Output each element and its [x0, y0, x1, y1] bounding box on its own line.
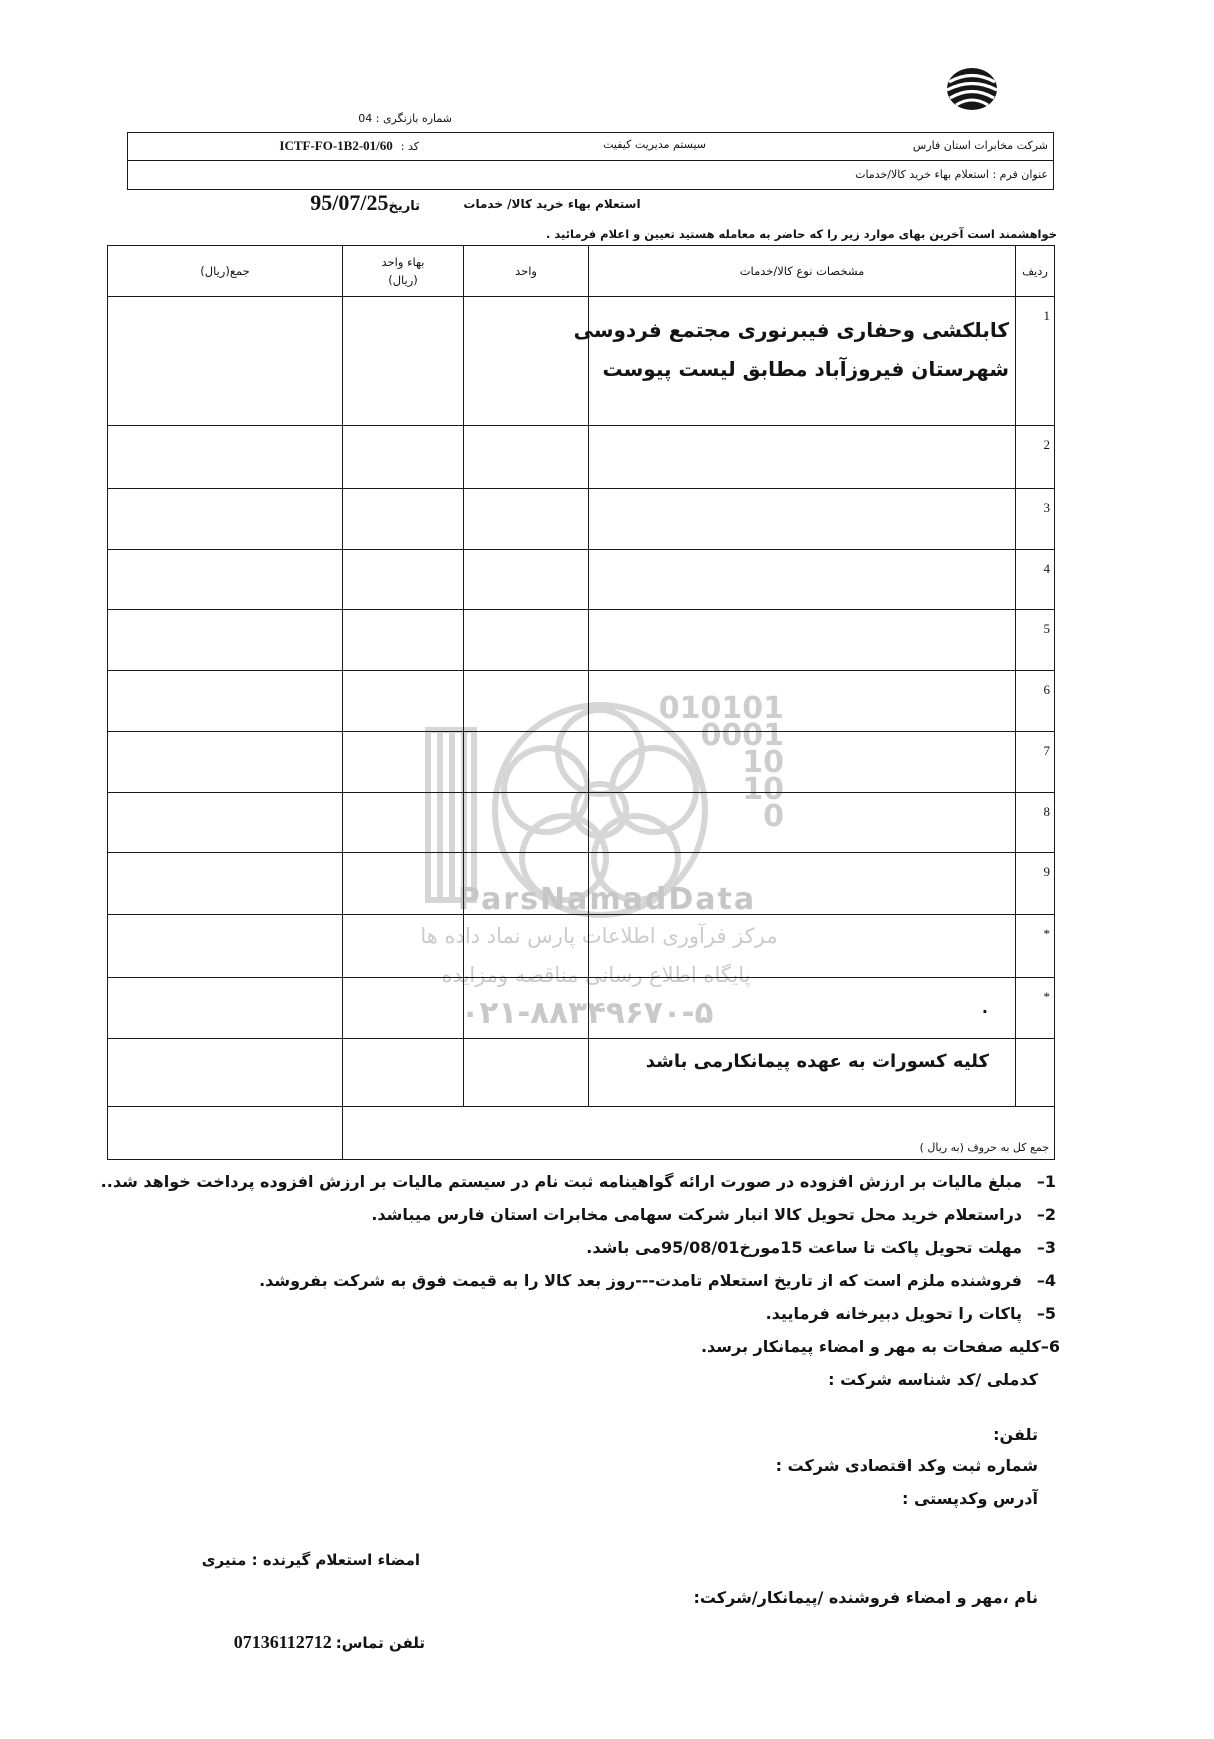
row-number: 3	[1016, 489, 1055, 550]
form-title: عنوان فرم : استعلام بهاء خرید کالا/خدمات	[855, 168, 1048, 181]
watermark-binary-line: 10	[742, 745, 784, 780]
table-row	[108, 732, 1055, 793]
quality-system-label: سیستم مدیریت کیفیت	[603, 138, 706, 151]
unit-cell	[464, 978, 589, 1039]
item-description	[589, 489, 1016, 550]
item-description-line: شهرستان فیروزآباد مطابق لیست پیوست	[602, 357, 1009, 381]
unit-price-cell	[343, 426, 464, 489]
table-row	[108, 1039, 1055, 1107]
terms-item	[101, 1198, 1056, 1231]
unit-price-cell	[343, 297, 464, 426]
terms-item	[101, 1297, 1056, 1330]
request-text: خواهشمند است آخرین بهای موارد زیر را که حاضر به معامله هستید تعیین و اعلام فرمائید .	[546, 227, 1057, 241]
table-row	[108, 915, 1055, 978]
row-number: *	[1016, 978, 1055, 1039]
item-description: .	[589, 978, 1016, 1039]
items-table	[107, 245, 1055, 1160]
unit-price-cell	[343, 732, 464, 793]
total-cell	[108, 426, 343, 489]
terms-item	[101, 1165, 1056, 1198]
unit-price-cell	[343, 793, 464, 853]
total-cell	[108, 297, 343, 426]
date-value: 95/07/25	[310, 190, 389, 215]
row-number: 5	[1016, 610, 1055, 671]
grand-total-cell	[108, 1107, 343, 1160]
item-description-line: کابلکشی وحفاری فیبرنوری مجتمع فردوسی	[573, 318, 1009, 342]
table-row	[108, 297, 1055, 426]
header-unit-price-line: (ریال)	[388, 273, 418, 287]
form-code-value: ICTF-FO-1B2-01/60	[279, 138, 393, 153]
total-cell	[108, 610, 343, 671]
form-header-box	[127, 132, 1054, 190]
form-code-label: کد :	[400, 140, 419, 153]
item-description	[573, 297, 1016, 426]
total-cell	[108, 853, 343, 915]
unit-price-cell	[343, 550, 464, 610]
watermark-phone: ۰۲۱-۸۸۳۴۹۶۷۰-۵	[460, 995, 714, 1031]
watermark-line: مرکز فرآوری اطلاعات پارس نماد داده ها	[420, 924, 778, 948]
contact-phone-label: تلفن تماس:	[335, 1634, 425, 1652]
header-unit: واحد	[464, 246, 589, 297]
telecom-company-logo-icon	[942, 66, 1002, 112]
header-total: جمع(ریال)	[108, 246, 343, 297]
watermark-binary-line: 0	[763, 799, 784, 834]
national-id-field-label: کدملی /کد شناسه شرکت :	[828, 1370, 1038, 1389]
table-row	[108, 793, 1055, 853]
item-description	[589, 915, 1016, 978]
unit-cell	[464, 550, 589, 610]
unit-price-cell	[343, 853, 464, 915]
item-description	[589, 610, 1016, 671]
total-cell	[108, 978, 343, 1039]
unit-cell	[464, 1039, 589, 1107]
item-description	[589, 732, 1016, 793]
row-number: 4	[1016, 550, 1055, 610]
unit-cell	[464, 732, 589, 793]
terms-item	[101, 1264, 1056, 1297]
table-row	[108, 853, 1055, 915]
total-cell	[108, 1039, 343, 1107]
seller-signature-label: نام ،مهر و امضاء فروشنده /پیمانکار/شرکت:	[693, 1588, 1038, 1607]
item-description	[589, 550, 1016, 610]
watermark-binary-line: 10	[742, 772, 784, 807]
form-header-row	[128, 161, 1053, 189]
terms-item	[101, 1231, 1056, 1264]
terms-item-text: مهلت تحویل پاکت تا ساعت 15مورخ95/08/01می باشد.	[586, 1238, 1022, 1257]
terms-item-number: 5–	[1036, 1304, 1056, 1323]
total-cell	[108, 793, 343, 853]
row-number: 9	[1016, 853, 1055, 915]
form-code	[279, 138, 419, 154]
watermark-brand: ParsNamadData	[457, 882, 757, 917]
row-number: *	[1016, 915, 1055, 978]
header-row-number: ردیف	[1016, 246, 1055, 297]
row-number: 6	[1016, 671, 1055, 732]
phone-field-label: تلفن:	[993, 1425, 1038, 1444]
unit-price-cell	[343, 489, 464, 550]
terms-item-text: پاکات را تحویل دبیرخانه فرمایید.	[765, 1304, 1022, 1323]
total-cell	[108, 732, 343, 793]
watermark-binary-line: 0001	[700, 718, 784, 753]
item-description	[589, 426, 1016, 489]
total-in-words-label: جمع کل به حروف (به ریال )	[343, 1107, 1055, 1160]
page-title: استعلام بهاء خرید کالا/ خدمات	[463, 197, 641, 211]
unit-cell	[464, 610, 589, 671]
unit-cell	[464, 426, 589, 489]
row-number: 8	[1016, 793, 1055, 853]
inquiry-date	[310, 190, 420, 216]
row-number	[1016, 1039, 1055, 1107]
date-label: تاریخ	[388, 199, 420, 214]
item-description	[589, 671, 1016, 732]
company-name: شرکت مخابرات استان فارس	[912, 139, 1048, 152]
total-cell	[108, 915, 343, 978]
table-row	[108, 426, 1055, 489]
table-row	[108, 550, 1055, 610]
unit-price-cell	[343, 978, 464, 1039]
receiver-signature: امضاء استعلام گیرنده : منیری	[201, 1551, 420, 1569]
registration-field-label: شماره ثبت وکد اقتصادی شرکت :	[775, 1456, 1038, 1475]
table-row	[108, 489, 1055, 550]
address-field-label: آدرس وکدپستی :	[901, 1489, 1038, 1508]
unit-price-cell	[343, 915, 464, 978]
contact-phone-number: 07136112712	[233, 1632, 332, 1652]
terms-item-text: کلیه صفحات به مهر و امضاء پیمانکار برسد.	[700, 1337, 1041, 1356]
unit-price-cell	[343, 1039, 464, 1107]
unit-cell	[464, 489, 589, 550]
total-cell	[108, 550, 343, 610]
terms-item	[101, 1330, 1060, 1363]
row-number: 2	[1016, 426, 1055, 489]
total-cell	[108, 671, 343, 732]
unit-price-cell	[343, 671, 464, 732]
revision-number: شماره بازنگری : 04	[358, 112, 452, 125]
watermark-line: پایگاه اطلاع رسانی مناقصه ومزایده	[441, 963, 751, 987]
item-description	[589, 853, 1016, 915]
form-header-row	[128, 133, 1053, 161]
table-row	[108, 610, 1055, 671]
terms-list	[100, 1165, 1060, 1363]
terms-item-text: دراستعلام خرید محل تحویل کالا انبار شرکت سهامی مخابرات استان فارس میباشد.	[371, 1205, 1022, 1224]
unit-cell	[464, 793, 589, 853]
table-total-row	[108, 1107, 1055, 1160]
unit-cell	[464, 853, 589, 915]
table-row	[108, 671, 1055, 732]
table-row	[108, 978, 1055, 1039]
header-unit-price-line: بهاء واحد	[381, 255, 425, 269]
row-number: 1	[1016, 297, 1055, 426]
terms-item-text: فروشنده ملزم است که از تاریخ استعلام تامدت---روز بعد کالا را به قیمت فوق به شرکت بفروشد.	[259, 1271, 1022, 1290]
terms-item-text: مبلغ مالیات بر ارزش افزوده در صورت ارائه گواهینامه ثبت نام در سیستم مالیات بر ارزش افزوده پرداخت خواهد شد..	[100, 1172, 1022, 1191]
terms-item-number: 4–	[1036, 1271, 1056, 1290]
header-description: مشخصات نوع کالا/خدمات	[589, 246, 1016, 297]
terms-item-number: 3–	[1036, 1238, 1056, 1257]
unit-price-cell	[343, 610, 464, 671]
row-number: 7	[1016, 732, 1055, 793]
unit-cell	[464, 915, 589, 978]
watermark-binary-line: 010101	[658, 691, 784, 726]
header-unit-price	[343, 246, 464, 297]
item-description	[589, 793, 1016, 853]
terms-item-number: 2–	[1036, 1205, 1056, 1224]
terms-item-number: 6–	[1040, 1337, 1060, 1356]
table-header-row	[108, 246, 1055, 297]
total-cell	[108, 489, 343, 550]
unit-cell	[464, 671, 589, 732]
deductions-note: کلیه کسورات به عهده پیمانکارمی باشد	[589, 1039, 1016, 1107]
unit-cell	[464, 297, 589, 426]
contact-phone	[234, 1627, 425, 1658]
terms-item-number: 1–	[1036, 1172, 1056, 1191]
